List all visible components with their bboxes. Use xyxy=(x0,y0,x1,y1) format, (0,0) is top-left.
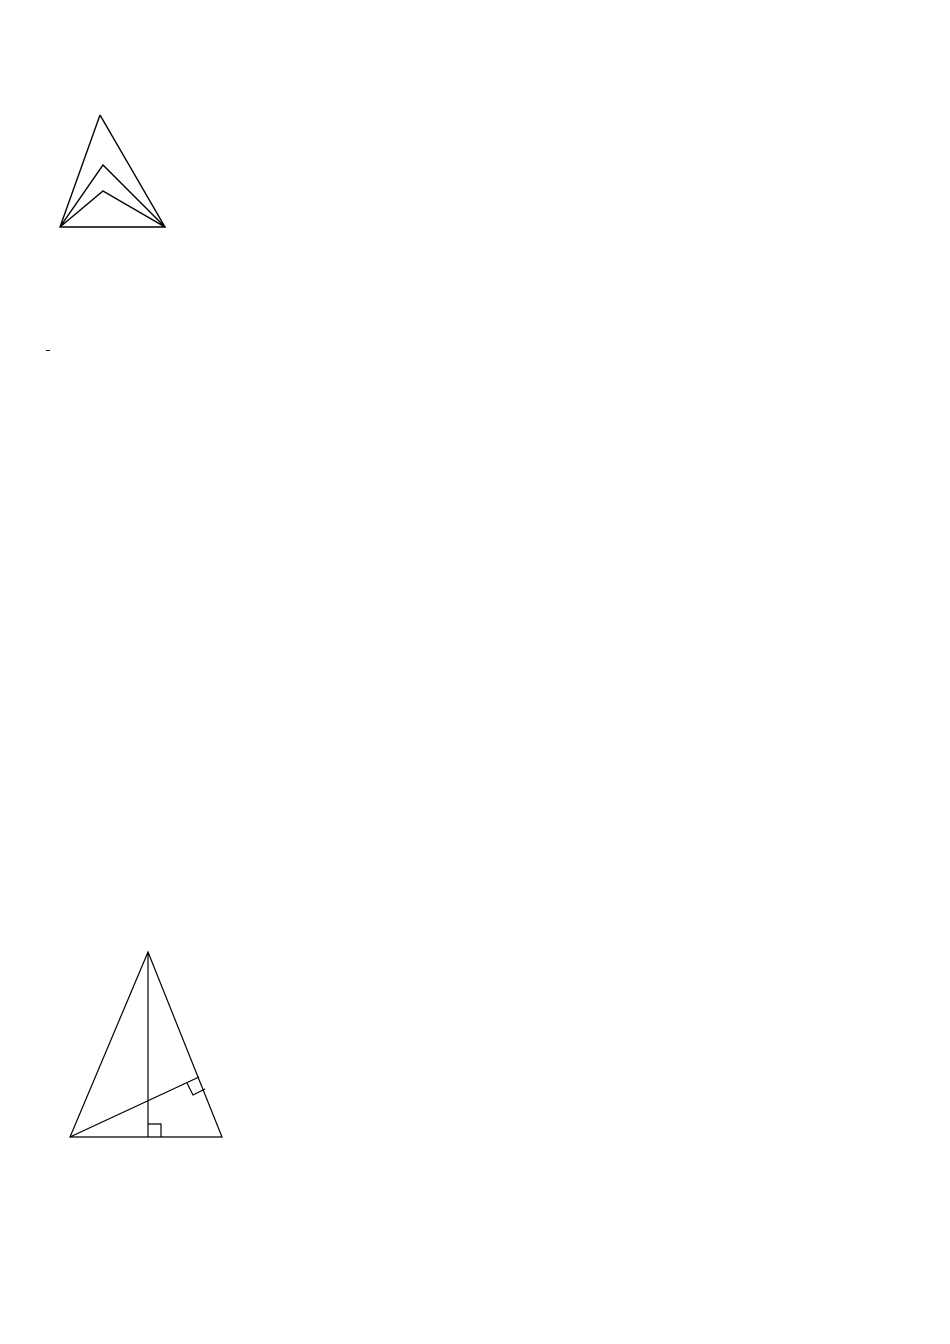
question-15 xyxy=(46,296,56,316)
q17-part1-line1 xyxy=(46,452,104,487)
right-angle-d xyxy=(148,1124,161,1137)
q16-frac-numerator xyxy=(46,350,50,351)
question-16 xyxy=(46,330,50,370)
coordinate-grid-figure xyxy=(40,628,250,833)
outer-triangle xyxy=(60,115,165,227)
altitude-be xyxy=(70,1077,199,1137)
question-19 xyxy=(46,1196,96,1236)
triangle-d1-d2-figure xyxy=(40,95,200,245)
isosceles-triangle-figure xyxy=(40,910,260,1180)
q16-fraction xyxy=(46,350,50,351)
q17-part2 xyxy=(46,546,58,587)
triangle-abc xyxy=(70,952,222,1137)
inner-triangle-d1 xyxy=(60,191,165,227)
